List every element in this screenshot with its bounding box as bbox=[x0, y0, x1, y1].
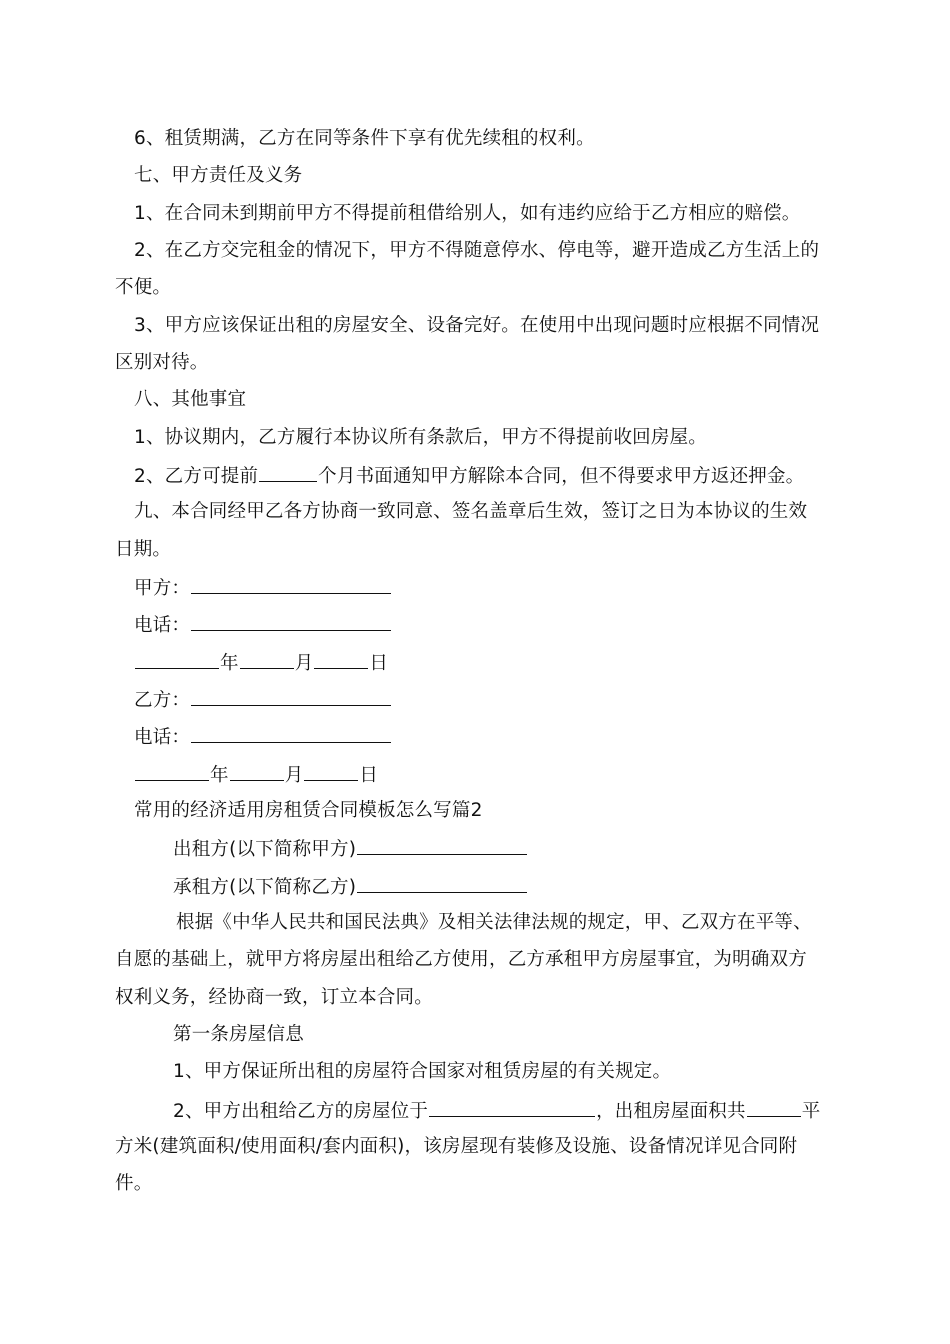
date-a-day-blank bbox=[314, 650, 368, 669]
notice-months-blank bbox=[259, 463, 317, 482]
date-b-month-label: 月 bbox=[284, 765, 304, 786]
location-blank bbox=[429, 1098, 595, 1117]
date-a-month-blank bbox=[240, 650, 294, 669]
date-a-year-blank bbox=[135, 650, 219, 669]
article-1-item2-suffix: 平 bbox=[801, 1101, 821, 1122]
intro-line2: 自愿的基础上，就甲方将房屋出租给乙方使用，乙方承租甲方房屋事宜，为明确双方 bbox=[115, 949, 807, 970]
phone-a-label: 电话： bbox=[134, 615, 191, 636]
party-a-blank bbox=[191, 575, 391, 594]
date-b-row bbox=[134, 762, 378, 788]
article-1-item2-prefix: 2、甲方出租给乙方的房屋位于 bbox=[173, 1101, 429, 1122]
item-7-3-line1: 3、甲方应该保证出租的房屋安全、设备完好。在使用中出现问题时应根据不同情况 bbox=[134, 315, 820, 336]
section-2-title: 常用的经济适用房租赁合同模板怎么写篇2 bbox=[134, 800, 483, 821]
item-8-2-suffix: 个月书面通知甲方解除本合同，但不得要求甲方返还押金。 bbox=[318, 466, 805, 487]
date-b-year-blank bbox=[135, 762, 209, 781]
date-b-year-label: 年 bbox=[210, 765, 229, 786]
lessor-blank bbox=[357, 836, 527, 855]
lessee-row bbox=[173, 874, 528, 900]
party-a-label: 甲方： bbox=[134, 578, 191, 599]
clause-6: 6、租赁期满，乙方在同等条件下享有优先续租的权利。 bbox=[134, 128, 595, 149]
article-1-item1: 1、甲方保证所出租的房屋符合国家对租赁房屋的有关规定。 bbox=[173, 1061, 672, 1082]
phone-b-row bbox=[134, 724, 392, 750]
item-8-2-prefix: 2、乙方可提前 bbox=[134, 466, 259, 487]
phone-b-blank bbox=[191, 724, 391, 743]
item-8-1: 1、协议期内，乙方履行本协议所有条款后，甲方不得提前收回房屋。 bbox=[134, 427, 707, 448]
heading-8: 八、其他事宜 bbox=[134, 389, 247, 410]
article-1-item2-mid: ，出租房屋面积共 bbox=[596, 1101, 746, 1122]
party-b-blank bbox=[191, 687, 391, 706]
phone-a-row bbox=[134, 612, 392, 638]
date-b-day-blank bbox=[304, 762, 358, 781]
article-1-heading: 第一条房屋信息 bbox=[173, 1024, 304, 1045]
article-1-item2-line3: 件。 bbox=[115, 1173, 153, 1194]
clause-9-line1: 九、本合同经甲乙各方协商一致同意、签名盖章后生效，签订之日为本协议的生效 bbox=[134, 501, 808, 522]
date-a-day-label: 日 bbox=[369, 653, 389, 674]
date-a-row bbox=[134, 650, 388, 676]
item-7-3-line2: 区别对待。 bbox=[115, 352, 209, 373]
area-blank bbox=[747, 1098, 801, 1117]
party-b-label: 乙方： bbox=[134, 690, 191, 711]
date-a-year-label: 年 bbox=[220, 653, 239, 674]
heading-7: 七、甲方责任及义务 bbox=[134, 165, 303, 186]
lessor-row bbox=[173, 836, 528, 862]
date-b-day-label: 日 bbox=[359, 765, 379, 786]
phone-a-blank bbox=[191, 612, 391, 631]
article-1-item2-line2: 方米(建筑面积/使用面积/套内面积)，该房屋现有装修及设施、设备情况详见合同附 bbox=[115, 1136, 798, 1157]
intro-line3: 权利义务，经协商一致，订立本合同。 bbox=[115, 987, 433, 1008]
intro-line1: 根据《中华人民共和国民法典》及相关法律法规的规定，甲、乙双方在平等、 bbox=[176, 912, 812, 933]
article-1-item2-line1 bbox=[173, 1098, 820, 1124]
party-a-signature bbox=[134, 575, 392, 601]
date-b-month-blank bbox=[230, 762, 284, 781]
lessee-blank bbox=[357, 874, 527, 893]
date-a-month-label: 月 bbox=[294, 653, 314, 674]
lessor-label: 出租方(以下简称甲方) bbox=[173, 839, 357, 860]
phone-b-label: 电话： bbox=[134, 727, 191, 748]
item-7-2-line1: 2、在乙方交完租金的情况下，甲方不得随意停水、停电等，避开造成乙方生活上的 bbox=[134, 240, 820, 261]
item-7-1: 1、在合同未到期前甲方不得提前租借给别人，如有违约应给于乙方相应的赔偿。 bbox=[134, 203, 801, 224]
party-b-signature bbox=[134, 687, 392, 713]
lessee-label: 承租方(以下简称乙方) bbox=[173, 877, 357, 898]
clause-9-line2: 日期。 bbox=[115, 539, 172, 560]
item-7-2-line2: 不便。 bbox=[115, 277, 172, 298]
item-8-2 bbox=[134, 463, 804, 489]
